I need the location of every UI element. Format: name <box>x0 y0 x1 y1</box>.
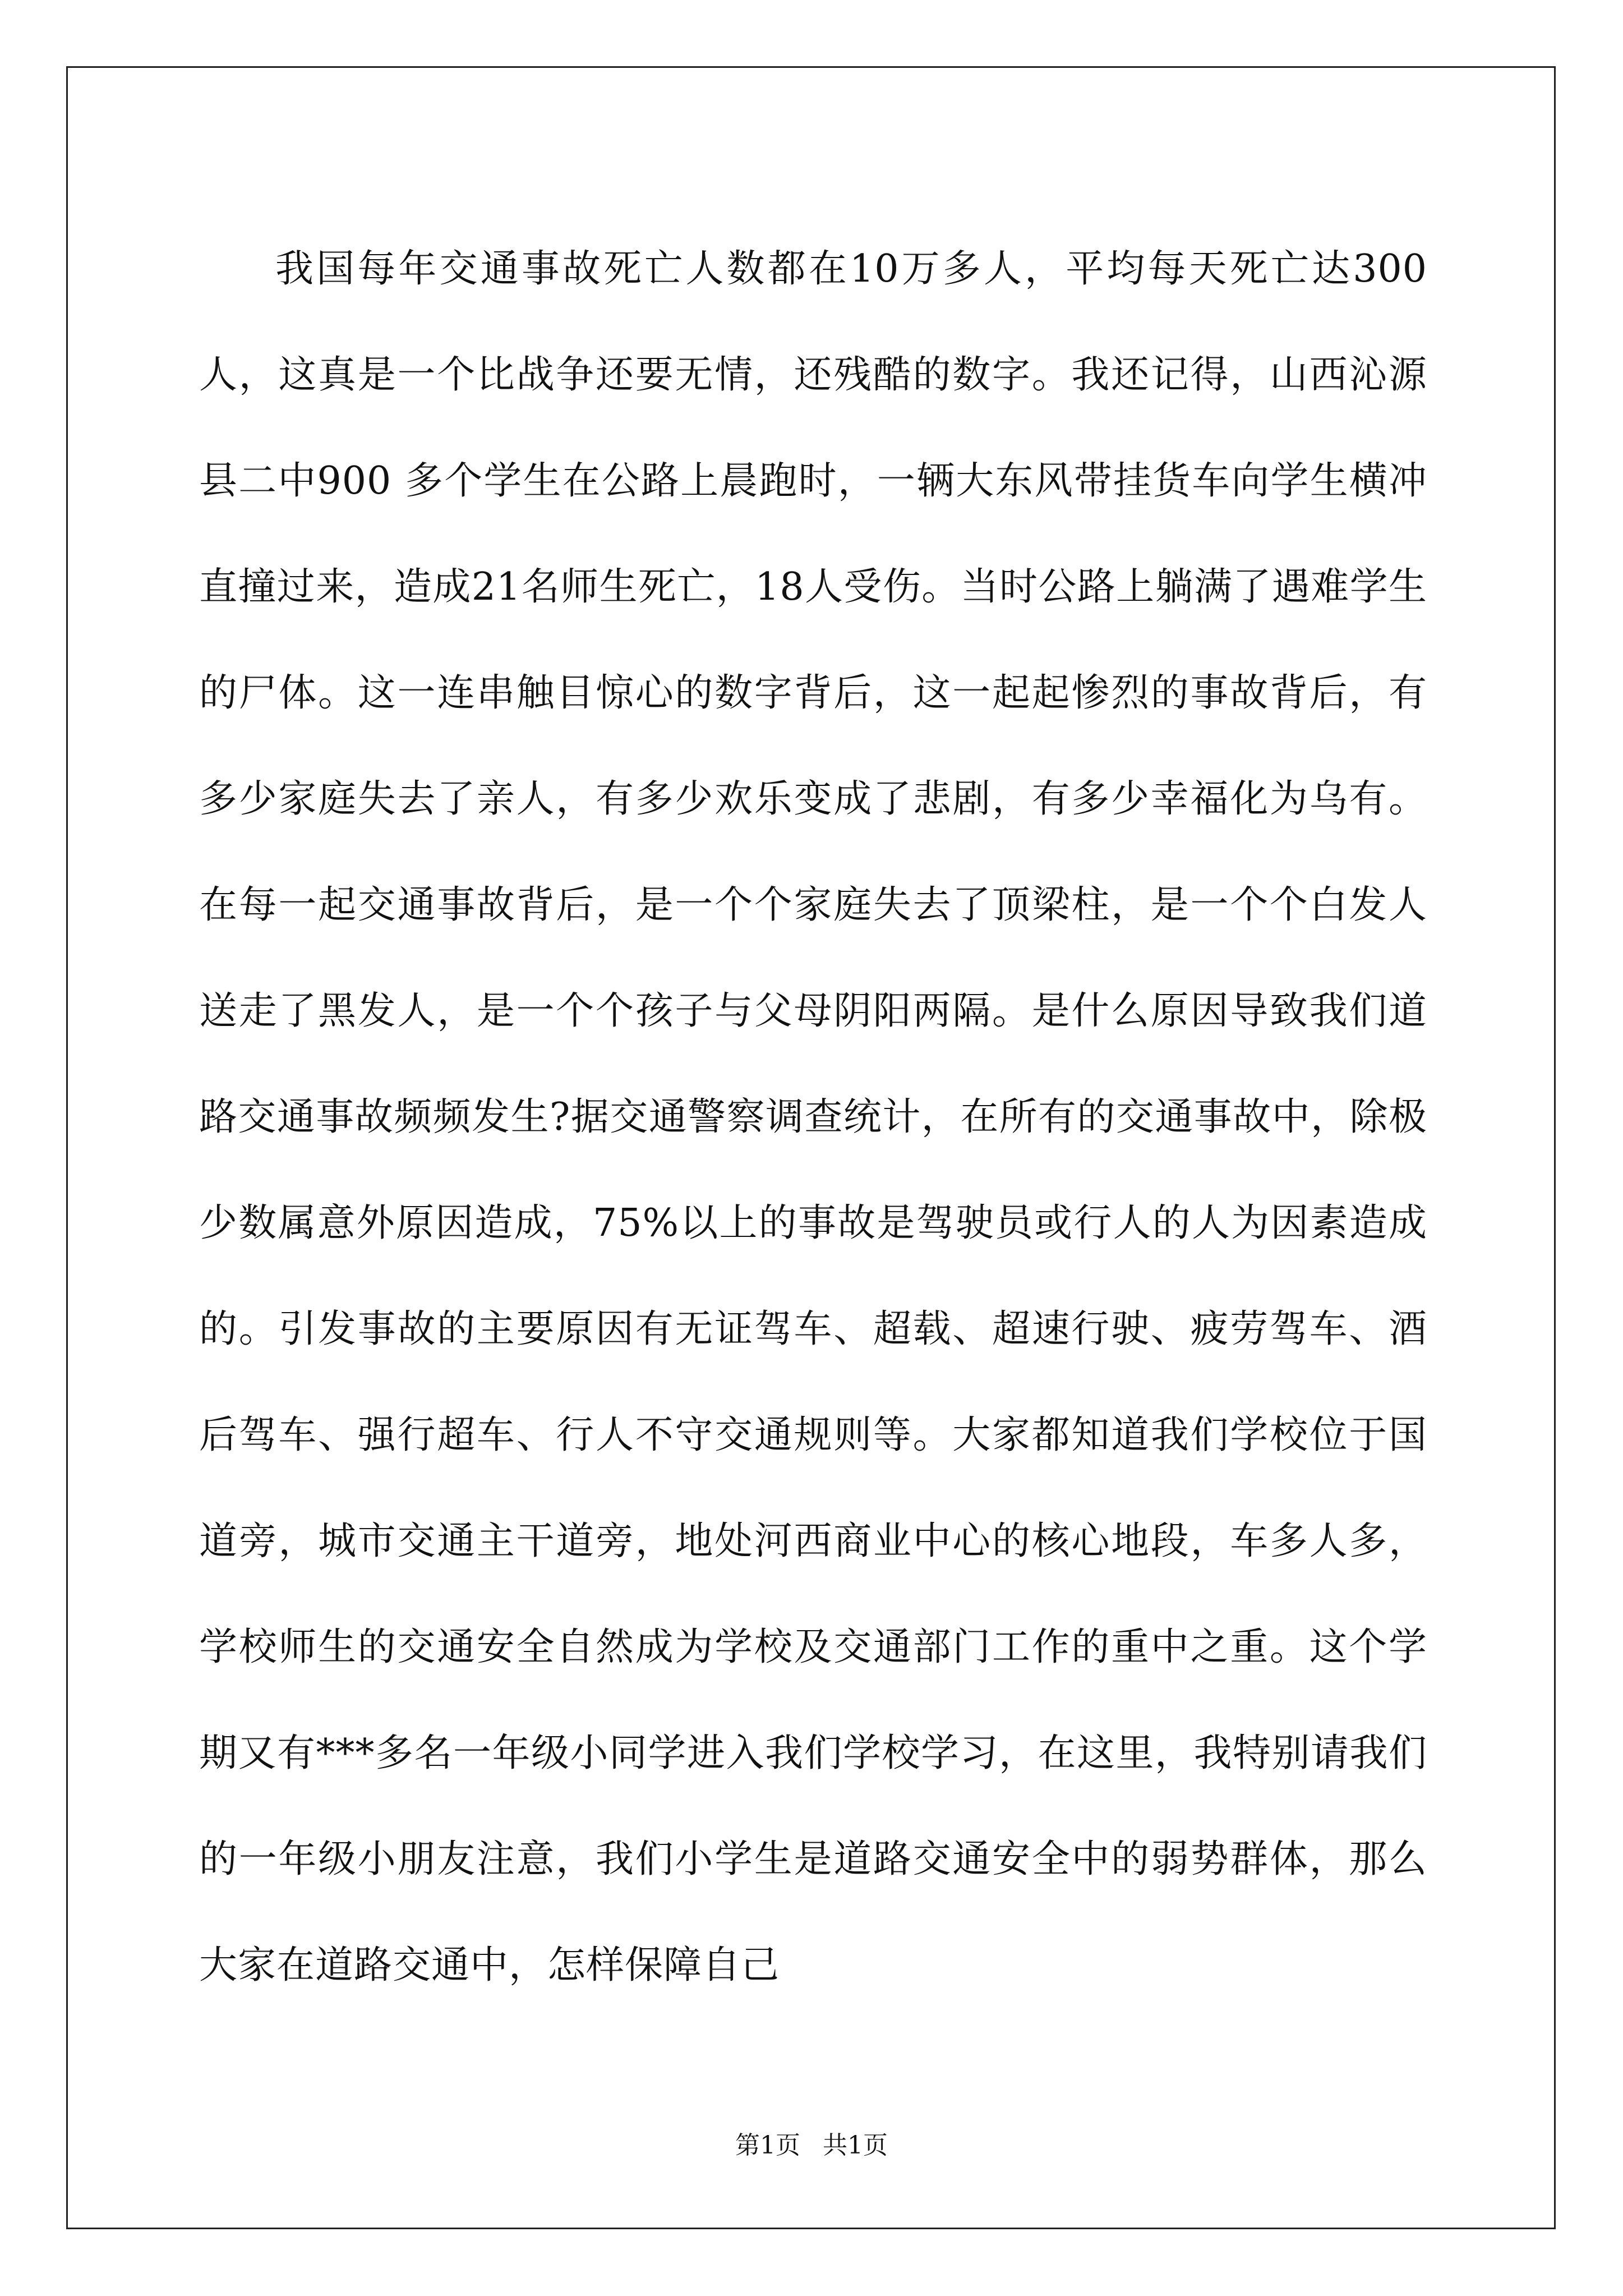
body-paragraph: 我国每年交通事故死亡人数都在10万多人，平均每天死亡达300人，这真是一个比战争还要无情，还残酷的数字。我还记得，山西沁源县二中900 多个学生在公路上晨跑时，一辆大东风带挂货车向学生横冲直撞过来，造成21名师生死亡，18人受伤。当时公路上躺满了遇难学生的尸体。这一连串触目惊心的数字背后，这一起起惨烈的事故背后，有多少家庭失去了亲人，有多少欢乐变成了悲剧，有多少幸福化为乌有。在每一起交通事故背后，是一个个家庭失去了顶梁柱，是一个个白发人送走了黑发人，是一个个孩子与父母阴阳两隔。是什么原因导致我们道路交通事故频频发生?据交通警察调查统计，在所有的交通事故中，除极少数属意外原因造成，75%以上的事故是驾驶员或行人的人为因素造成的。引发事故的主要原因有无证驾车、超载、超速行驶、疲劳驾车、酒后驾车、强行超车、行人不守交通规则等。大家都知道我们学校位于国道旁，城市交通主干道旁，地处河西商业中心的核心地段，车多人多，学校师生的交通安全自然成为学校及交通部门工作的重中之重。这个学期又有***多名一年级小同学进入我们学校学习，在这里，我特别请我们的一年级小朋友注意，我们小学生是道路交通安全中的弱势群体，那么大家在道路交通中，怎样保障自己 <box>199 247 1427 1987</box>
page-number: 第1页 <box>735 2131 800 2160</box>
page-footer <box>0 2129 1623 2162</box>
page-total: 共1页 <box>823 2131 888 2160</box>
